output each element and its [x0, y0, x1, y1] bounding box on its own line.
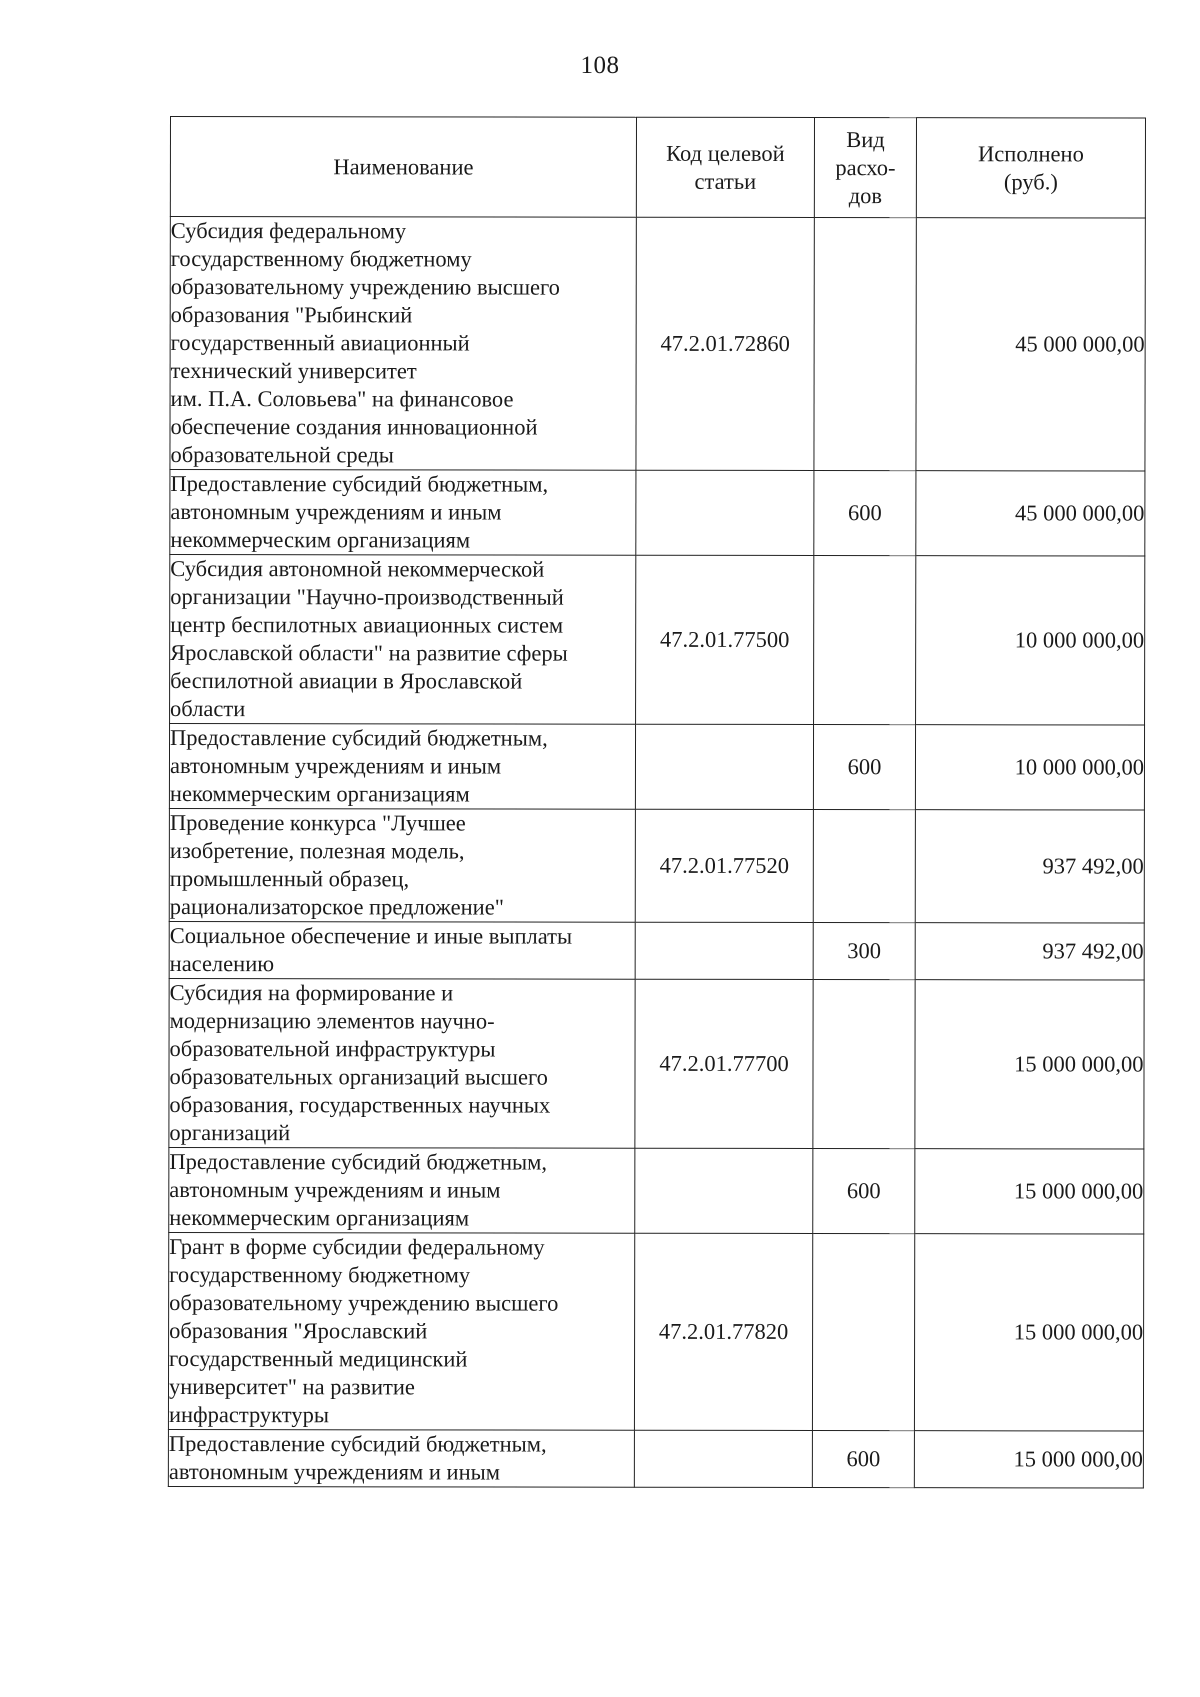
header-code-label: Код целевой статьи: [666, 140, 785, 194]
row-code: [635, 724, 813, 809]
row-code: 47.2.01.77500: [636, 555, 814, 724]
table-row: [170, 555, 1145, 726]
row-type: 600: [813, 1149, 915, 1234]
table-row: [169, 921, 1144, 980]
table-row: [168, 1232, 1143, 1431]
row-amount: 10 000 000,00: [915, 725, 1144, 810]
table-row: [169, 978, 1144, 1149]
header-type: [814, 118, 916, 218]
row-code: [635, 922, 813, 979]
table-row: [170, 217, 1145, 472]
row-type: 600: [812, 1431, 914, 1488]
row-code: 47.2.01.77520: [635, 809, 813, 922]
row-name: Субсидия федеральному государственному бюджетному образовательному учреждению высшего образования "Рыбинский государственный авиационный технический университет им. П.А. Соловьева" на финансовое обеспечение создания инновационной образовательной среды: [170, 217, 636, 471]
table-row: [169, 808, 1144, 923]
header-name: [170, 117, 636, 218]
row-name: Субсидия на формирование и модернизацию элементов научно- образовательной инфраструктуры образовательных организаций высшего образования, государственных научных организаций: [169, 978, 635, 1148]
row-code: [634, 1430, 812, 1487]
row-amount: 45 000 000,00: [916, 218, 1145, 471]
row-name: Предоставление субсидий бюджетным, автономным учреждениям и иным некоммерческим организациям: [169, 1147, 635, 1233]
header-name-label: Наименование: [333, 153, 474, 179]
header-type-label: Вид расхо- дов: [835, 126, 896, 208]
row-type: [814, 556, 916, 725]
row-type: [813, 810, 915, 923]
page-number: 108: [580, 52, 620, 79]
table-row: [169, 724, 1144, 811]
row-code: [636, 470, 814, 555]
row-amount: 45 000 000,00: [916, 471, 1145, 556]
row-type: [813, 980, 915, 1149]
row-name: Проведение конкурса "Лучшее изобретение, полезная модель, промышленный образец, рационализаторское предложение": [169, 808, 635, 922]
row-name: Предоставление субсидий бюджетным, автономным учреждениям и иным некоммерческим организациям: [170, 470, 636, 556]
budget-execution-table: [168, 116, 1146, 1489]
header-done: [916, 118, 1145, 218]
row-type: [812, 1234, 914, 1431]
row-type: 600: [814, 471, 916, 556]
row-amount: 937 492,00: [915, 923, 1144, 980]
table-row: [170, 470, 1145, 557]
row-amount: 10 000 000,00: [916, 556, 1145, 725]
row-code: 47.2.01.77820: [634, 1233, 812, 1430]
row-amount: 15 000 000,00: [914, 1234, 1143, 1431]
row-type: 300: [813, 923, 915, 980]
row-type: 600: [813, 725, 915, 810]
row-name: Субсидия автономной некоммерческой организации "Научно-производственный центр беспилотных авиационных систем Ярославской области" на развитие сферы беспилотной авиации в Ярославской области: [170, 555, 636, 725]
row-name: Предоставление субсидий бюджетным, автономным учреждениям и иным: [168, 1429, 634, 1487]
row-code: [635, 1148, 813, 1233]
row-amount: 937 492,00: [915, 810, 1144, 923]
row-name: Грант в форме субсидии федеральному государственному бюджетному образовательному учреждению высшего образования "Ярославский государственный медицинский университет" на развитие инфраструктуры: [168, 1232, 634, 1430]
row-code: 47.2.01.77700: [635, 979, 813, 1148]
table-row: [169, 1147, 1144, 1234]
header-done-label: Исполнено (руб.): [978, 140, 1084, 194]
row-name: Социальное обеспечение и иные выплаты населению: [169, 921, 635, 979]
row-amount: 15 000 000,00: [915, 980, 1144, 1149]
row-code: 47.2.01.72860: [636, 217, 814, 470]
header-code: [636, 117, 814, 217]
table-header-row: [170, 117, 1145, 219]
row-amount: 15 000 000,00: [914, 1431, 1143, 1488]
table-row: [168, 1429, 1143, 1488]
row-amount: 15 000 000,00: [915, 1149, 1144, 1234]
row-name: Предоставление субсидий бюджетным, автономным учреждениям и иным некоммерческим организациям: [169, 724, 635, 810]
row-type: [814, 218, 916, 471]
